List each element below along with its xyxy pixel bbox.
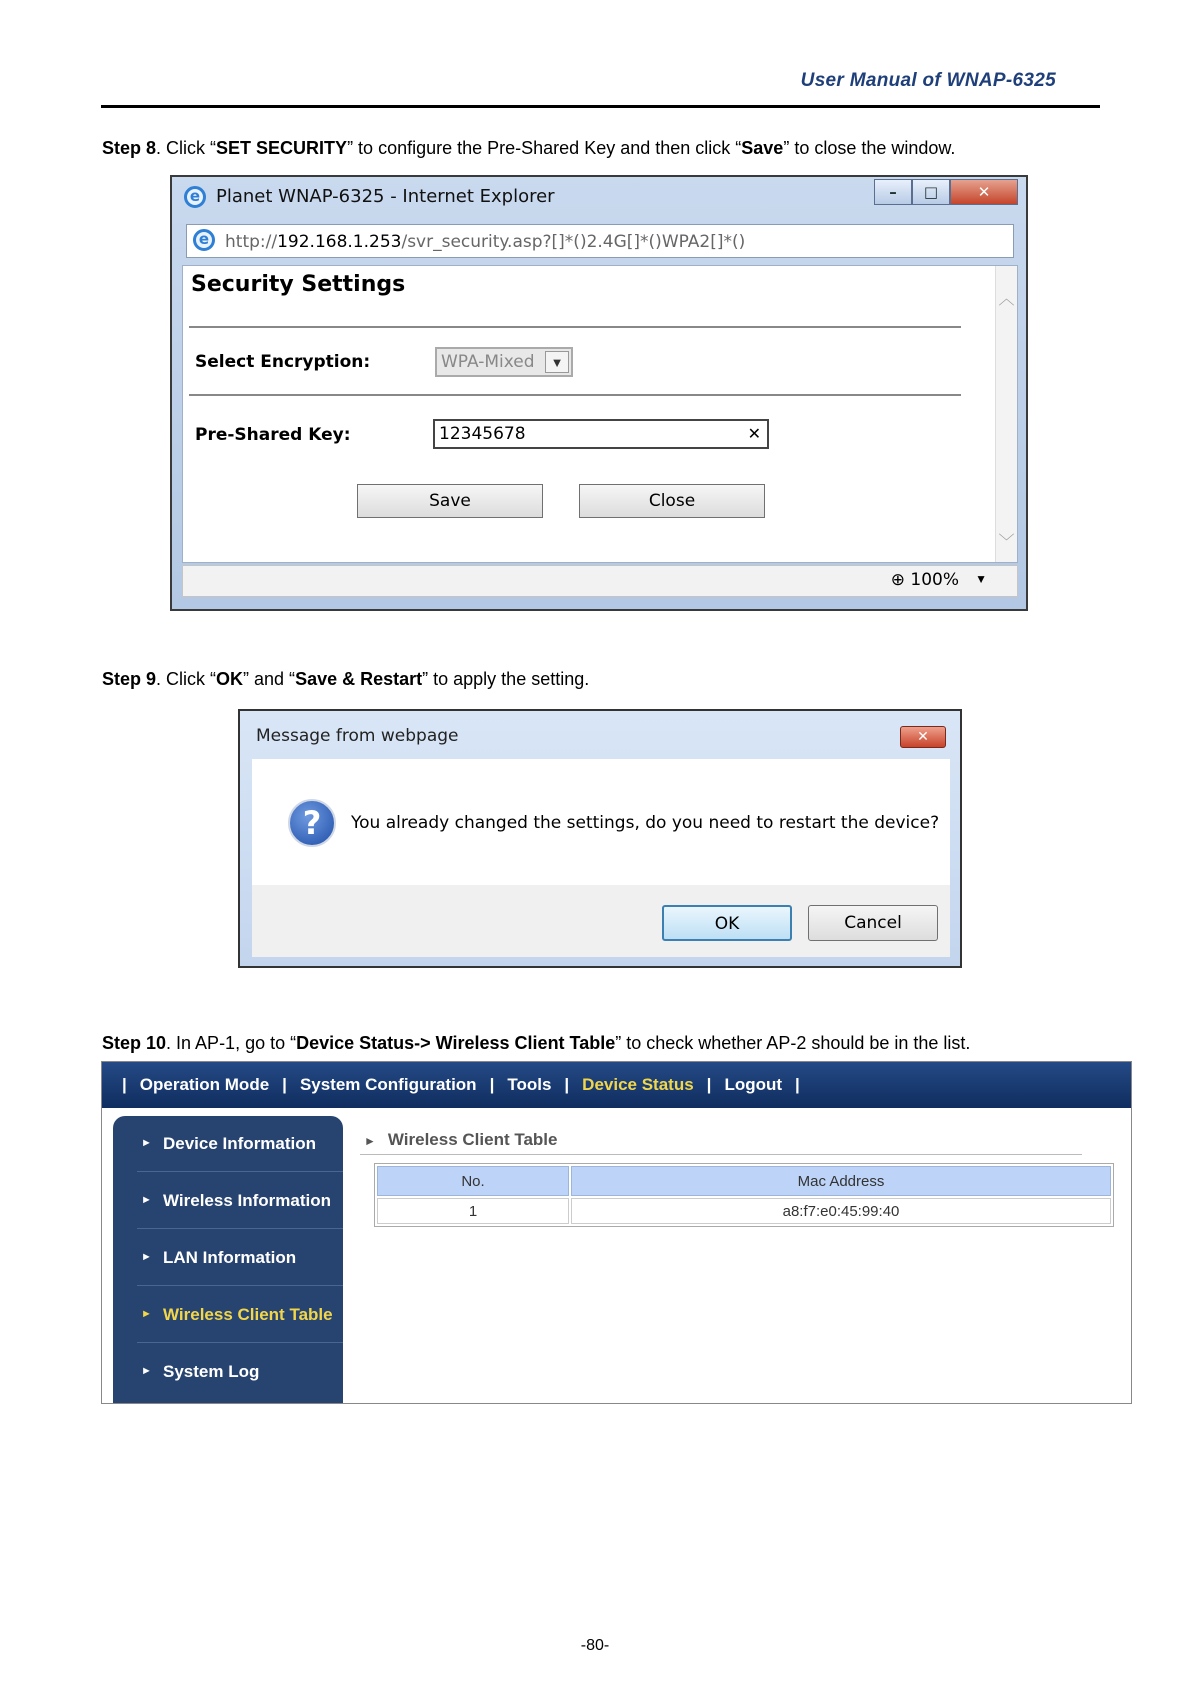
maximize-button[interactable]: □ (912, 179, 950, 205)
step-emphasis: OK (216, 669, 244, 689)
url-host: 192.168.1.253 (277, 232, 402, 252)
dialog-footer (252, 885, 950, 957)
scroll-down-icon[interactable]: ﹀ (998, 534, 1015, 551)
status-bar (182, 565, 1018, 597)
psk-value: 12345678 (439, 424, 526, 444)
cancel-button[interactable]: Cancel (808, 905, 938, 941)
divider (189, 394, 961, 396)
step-text: . Click “ (156, 669, 217, 689)
psk-label: Pre-Shared Key: (195, 425, 351, 445)
ie-window-title: Planet WNAP-6325 - Internet Explorer (216, 186, 555, 207)
chevron-down-icon: ▼ (545, 351, 569, 373)
url-path: /svr_security.asp?[]*()2.4G[]*()WPA2[]*() (401, 232, 746, 252)
save-button[interactable]: Save (357, 484, 543, 518)
sidebar-item-label: System Log (163, 1362, 260, 1381)
section-title (364, 1130, 557, 1150)
cell-no: 1 (377, 1198, 569, 1224)
nav-separator: | (489, 1075, 495, 1094)
step-emphasis: Device Status-> Wireless Client Table (296, 1033, 616, 1053)
sidebar (113, 1116, 343, 1404)
step-9-text (102, 669, 589, 690)
step-10-text (102, 1033, 970, 1054)
nav-operation-mode[interactable]: Operation Mode (139, 1075, 270, 1094)
nav-device-status[interactable]: Device Status (582, 1075, 694, 1094)
header-rule (101, 105, 1100, 108)
url-prefix: http:// (225, 232, 278, 252)
minimize-button[interactable]: – (874, 179, 912, 205)
sidebar-item-label: Device Information (163, 1134, 317, 1153)
question-icon: ? (288, 799, 336, 847)
sidebar-item-wireless-information[interactable] (137, 1173, 343, 1229)
arrow-right-icon: ► (141, 1308, 152, 1320)
arrow-right-icon: ► (141, 1365, 152, 1377)
nav-system-configuration[interactable]: System Configuration (299, 1075, 477, 1094)
step-emphasis: Save & Restart (295, 669, 423, 689)
window-close-button[interactable]: ✕ (950, 179, 1018, 205)
step-text: . Click “ (156, 138, 217, 158)
ok-button[interactable]: OK (662, 905, 792, 941)
table-row (377, 1198, 1111, 1224)
step-emphasis: Save (741, 138, 784, 158)
nav-separator: | (564, 1075, 570, 1094)
nav-separator: | (122, 1075, 127, 1094)
security-settings-page (182, 265, 1018, 563)
message-dialog (238, 709, 962, 968)
ie-logo-icon: e (184, 186, 206, 208)
step-8-text (102, 138, 955, 159)
section-title-text: Wireless Client Table (387, 1130, 558, 1149)
dialog-body (252, 759, 950, 885)
arrow-right-icon: ► (141, 1251, 152, 1263)
column-header-mac-address: Mac Address (571, 1166, 1111, 1196)
manual-title: User Manual of WNAP-6325 (800, 70, 1056, 91)
encryption-select[interactable] (435, 347, 573, 377)
arrow-right-icon: ► (364, 1134, 376, 1148)
step-label: Step 9 (102, 669, 157, 689)
nav-separator: | (706, 1075, 712, 1094)
step-label: Step 8 (102, 138, 157, 158)
url-text (225, 232, 745, 252)
nav-separator: | (795, 1075, 800, 1094)
sidebar-item-label: Wireless Information (163, 1191, 331, 1210)
sidebar-item-label: LAN Information (163, 1248, 297, 1267)
zoom-value: 100% (910, 570, 959, 590)
arrow-right-icon: ► (141, 1137, 152, 1149)
zoom-icon: ⊕ (890, 570, 905, 590)
clear-icon[interactable]: ✕ (747, 426, 761, 443)
dialog-title: Message from webpage (256, 726, 459, 746)
address-bar[interactable] (186, 224, 1014, 258)
nav-tools[interactable]: Tools (507, 1075, 552, 1094)
step-text: . In AP-1, go to “ (166, 1033, 297, 1053)
client-table (374, 1163, 1114, 1227)
step-text: ” to configure the Pre-Shared Key and then click “ (347, 138, 742, 158)
router-ui (101, 1061, 1132, 1404)
step-text: ” and “ (243, 669, 296, 689)
step-emphasis: SET SECURITY (216, 138, 348, 158)
ie-titlebar[interactable] (172, 177, 1026, 215)
dialog-close-button[interactable]: ✕ (900, 726, 946, 748)
page-number: -80- (580, 1637, 610, 1654)
ie-page-icon: e (193, 229, 215, 251)
column-header-no: No. (377, 1166, 569, 1196)
top-nav (102, 1062, 1131, 1108)
encryption-value: WPA-Mixed (441, 352, 535, 372)
cell-mac-address: a8:f7:e0:45:99:40 (571, 1198, 1111, 1224)
nav-logout[interactable]: Logout (724, 1075, 783, 1094)
sidebar-item-label: Wireless Client Table (163, 1305, 333, 1324)
psk-input[interactable] (433, 419, 769, 449)
sidebar-item-lan-information[interactable] (137, 1230, 343, 1286)
dialog-message: You already changed the settings, do you need to restart the device? (351, 813, 940, 833)
arrow-right-icon: ► (141, 1194, 152, 1206)
ie-window (170, 175, 1028, 611)
step-text: ” to apply the setting. (422, 669, 590, 689)
zoom-dropdown-icon[interactable]: ▼ (975, 572, 987, 586)
sidebar-item-wireless-client-table[interactable] (137, 1287, 343, 1343)
close-button[interactable]: Close (579, 484, 765, 518)
page-title: Security Settings (191, 272, 406, 297)
step-text: ” to close the window. (783, 138, 956, 158)
scrollbar[interactable] (995, 266, 1017, 562)
step-label: Step 10 (102, 1033, 167, 1053)
sidebar-item-system-log[interactable] (137, 1344, 343, 1400)
divider (360, 1154, 1082, 1155)
sidebar-item-device-information[interactable] (137, 1116, 343, 1172)
zoom-level[interactable] (891, 570, 959, 590)
step-text: ” to check whether AP-2 should be in the list. (615, 1033, 971, 1053)
encryption-label: Select Encryption: (195, 352, 371, 372)
divider (189, 326, 961, 328)
nav-separator: | (282, 1075, 287, 1094)
scroll-up-icon[interactable]: ︿ (998, 291, 1015, 308)
